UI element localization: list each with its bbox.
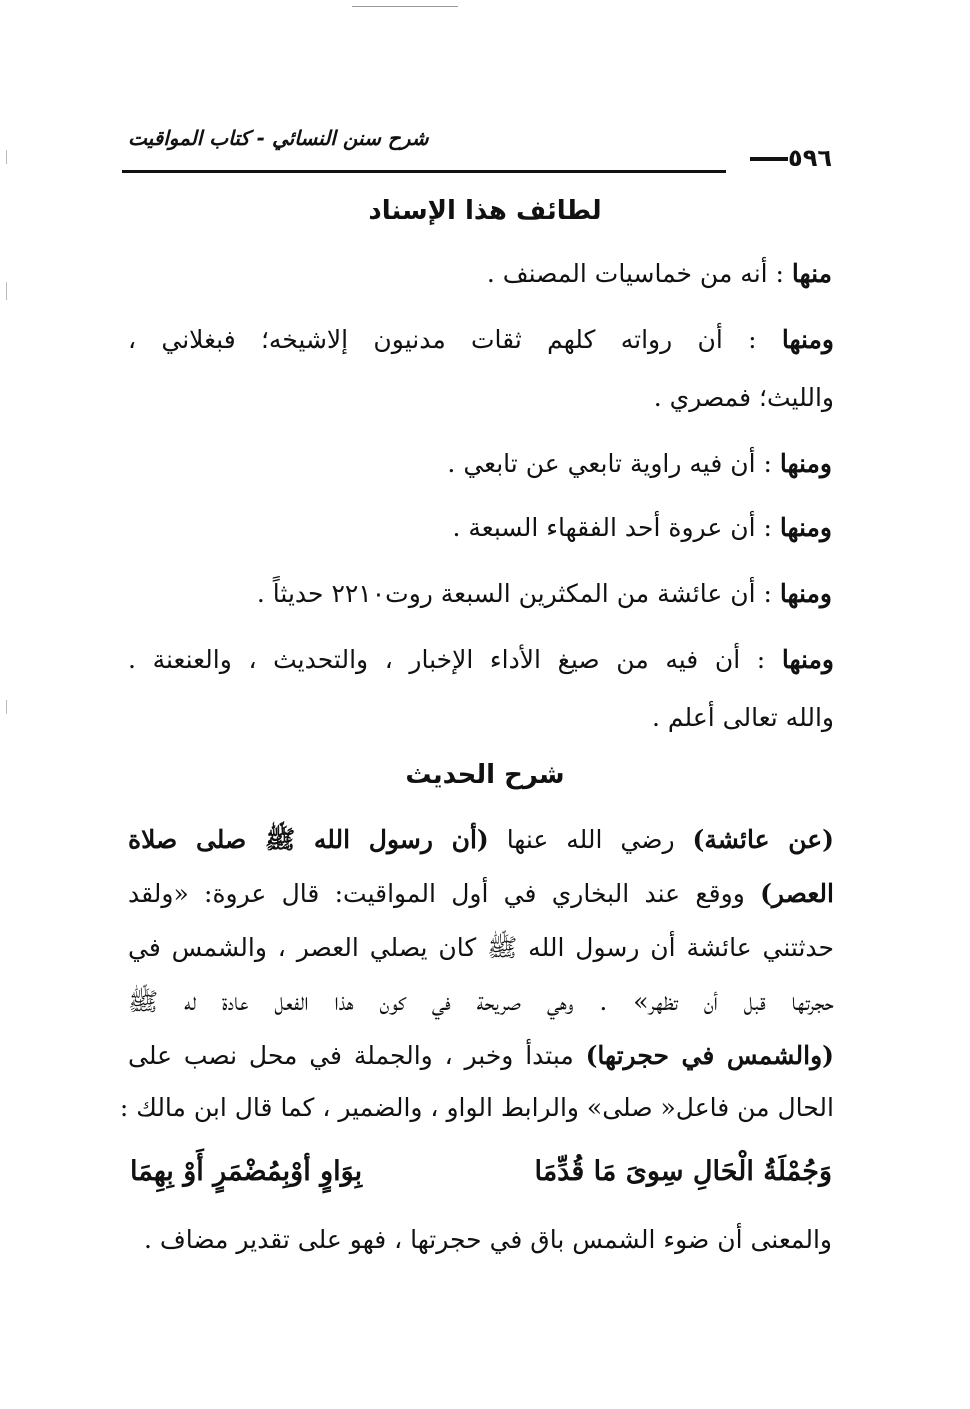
paragraph-line [447,446,832,482]
verse-hemistich-first: وَجُمْلَةُ الْحَالِ سِوىَ مَا قُدِّمَا [534,1156,832,1187]
header-rule [122,170,726,173]
verse-hemistich-second: بِوَاوٍ أوْبِمُضْمَرٍ أَوْ بِهِمَا [130,1156,363,1187]
paragraph-line [487,256,832,292]
line-text: والله تعالى أعلم . [652,703,834,732]
running-title: شرح سنن النسائي - كتاب المواقيت [128,126,429,150]
paragraph-line [128,876,834,912]
quoted-bold: العصر) [760,879,834,908]
line-text: : أنه من خماسيات المصنف . [486,259,784,288]
line-text: ووقع عند البخاري في أول المواقيت: قال عروة: «ولقد [128,879,761,908]
line-text: رضي الله عنها [488,825,693,854]
line-lead-word: ومنها [779,513,832,542]
paragraph-line [128,984,834,1020]
line-text: : أن فيه من صيغ الأداء الإخبار ، والتحديث ، والعنعنة . [128,645,766,674]
section-heading-sharh: شرح الحديث [405,760,565,790]
page-number-dash [750,157,788,161]
line-text: والمعنى أن ضوء الشمس باق في حجرتها ، فهو على تقدير مضاف . [143,1225,832,1254]
line-text: : أن رواته كلهم ثقات مدنيون إلاشيخه؛ فبغلاني ، [128,325,757,354]
line-lead-word: ومنها [781,645,835,674]
section-heading-isnad: لطائف هذا الإسناد [368,196,602,226]
margin-tick [6,150,7,164]
line-lead-word: ومنها [781,325,834,354]
page-number [740,144,832,172]
line-text: حدثتني عائشة أن رسول الله ﷺ كان يصلي العصر ، والشمس في [128,933,834,962]
paragraph-line [652,700,834,736]
line-lead-word: ومنها [779,579,832,608]
line-text: والليث؛ فمصري . [653,383,834,412]
margin-tick [6,282,7,300]
quoted-bold: (عن عائشة) [692,825,834,854]
paragraph-line [257,576,832,612]
paragraph-line [128,322,834,358]
quoted-bold: (والشمس في حجرتها) [585,1041,834,1070]
line-text: : أن فيه راوية تابعي عن تابعي . [447,449,772,478]
scan-edge-line [352,6,458,7]
paragraph-line [144,1222,832,1258]
line-text: مبتدأ وخبر ، والجملة في محل نصب على [128,1041,586,1070]
page-header [122,122,832,174]
line-text: : أن عروة أحد الفقهاء السبعة . [452,513,772,542]
paragraph-line [128,642,834,678]
line-text: : أن عائشة من المكثرين السبعة روت٢٢١٠ حديثاً . [256,579,772,608]
margin-tick [6,700,7,714]
page-number-text: ٥٩٦ [788,144,832,172]
paragraph-line [654,380,834,416]
paragraph-line [128,822,834,858]
line-text: الحال من فاعل« صلى» والرابط الواو ، والضمير ، كما قال ابن مالك : [119,1093,834,1122]
line-lead-word: منها [791,259,832,288]
paragraph-line [128,1038,834,1074]
line-text: حجرتها قبل أن تظهر» . وهي صريحة في كون هذا الفعل عادة له ﷺ [128,987,835,1016]
paragraph-line [453,510,833,546]
line-lead-word: ومنها [779,449,832,478]
quoted-bold: (أن رسول الله ﷺ صلى صلاة [128,825,489,854]
paragraph-line [128,930,834,966]
paragraph-line [120,1090,834,1126]
